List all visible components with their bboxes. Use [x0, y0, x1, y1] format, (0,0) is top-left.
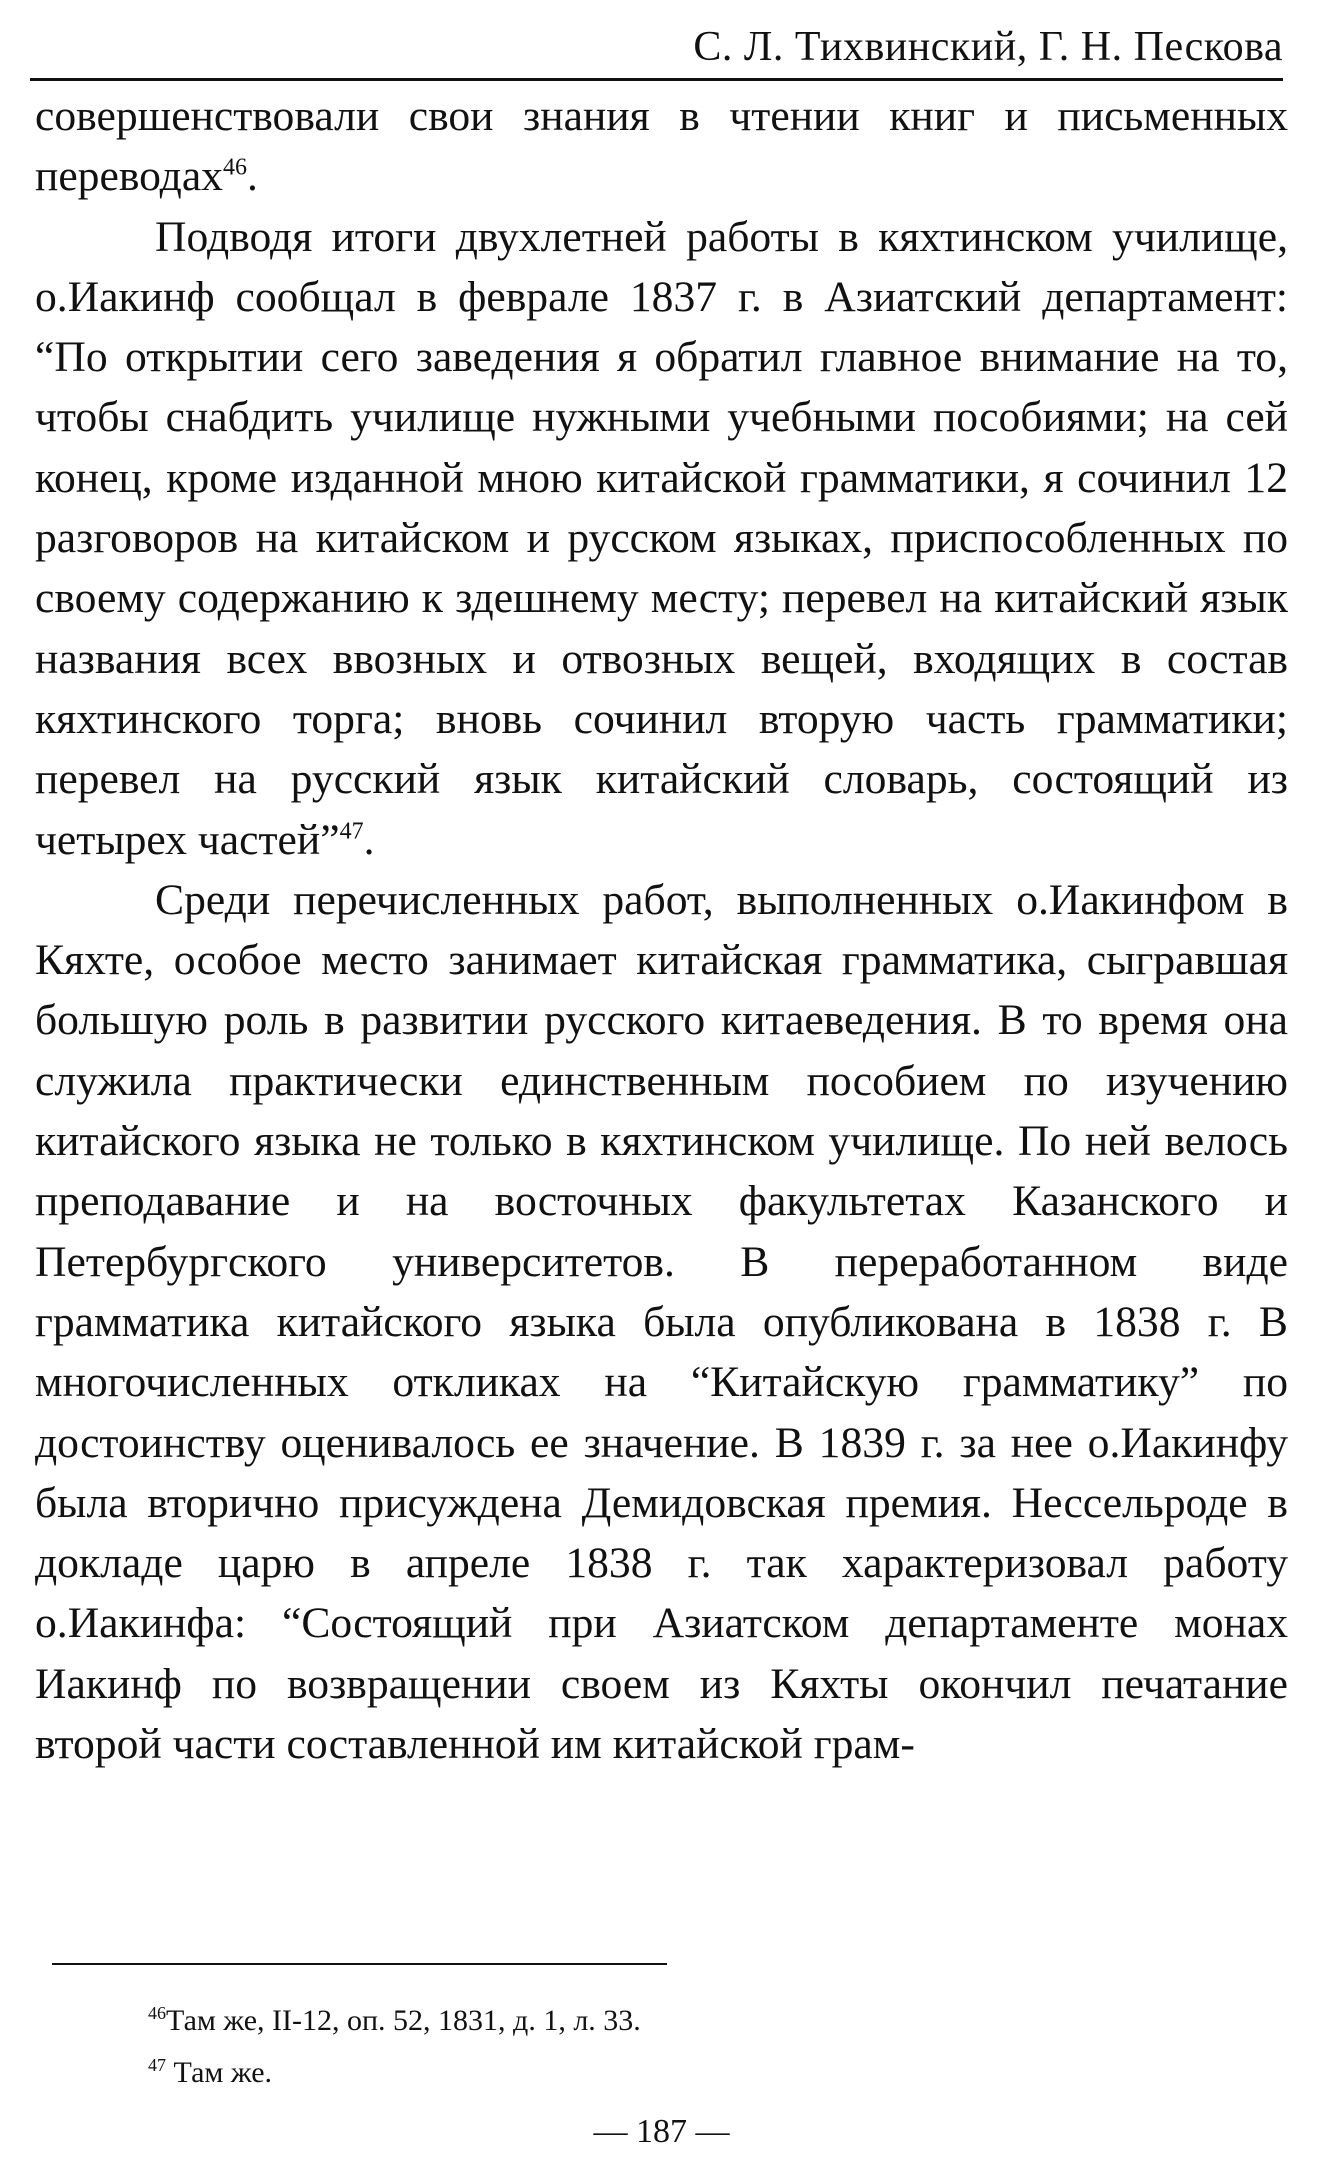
paragraph-2-text: Подводя итоги двухлетней работы в кяхтинском училище, о.Иакинф сообщал в феврале 1837 г. в Азиатский департамент: “По открытии сего заведения я обратил главное внимание на то, чтобы снабдить училище нужными учебными пособиями; на сей конец, кроме изданной мною китайской грамматики, я сочинил 12 разговоров на китайском и русском языках, приспособленных по своему содержанию к здешнему месту; перевел на китайский язык названия всех ввозных и отвозных вещей, входящих в состав кяхтинского торга; вновь сочинил вторую часть грамматики; перевел на русский язык китайский словарь, состоящий из четырех частей” [35, 212, 1288, 864]
paragraph-3 [35, 870, 1288, 1774]
footnote-46 [148, 1995, 1048, 2047]
paragraph-1 [35, 86, 1288, 207]
paragraph-1-end: . [246, 152, 258, 201]
footnote-47-text: Там же. [173, 2056, 273, 2089]
footnote-46-mark: 46 [148, 2003, 166, 2023]
footnote-46-text: Там же, II-12, оп. 52, 1831, д. 1, л. 33. [166, 2004, 641, 2037]
paragraph-2 [35, 207, 1288, 870]
footnote-rule [52, 1963, 667, 1965]
footnote-ref-46[interactable]: 46 [222, 154, 247, 181]
footnote-47-mark: 47 [148, 2055, 166, 2075]
footnotes [148, 1995, 1048, 2099]
footnote-47 [148, 2047, 1048, 2099]
paragraph-1-text: совершенствовали свои знания в чтении книг и письменных переводах [35, 92, 1288, 201]
footnote-ref-47[interactable]: 47 [339, 818, 364, 845]
body-text [35, 86, 1288, 1774]
header-rule [30, 78, 1283, 81]
paragraph-2-end: . [363, 815, 375, 864]
page-number: — 187 — [593, 2113, 730, 2150]
running-head: С. Л. Тихвинский, Г. Н. Пескова [693, 24, 1283, 70]
paragraph-3-text: Среди перечисленных работ, выполненных о.Иакинфом в Кяхте, особое место занимает китайская грамматика, сыгравшая большую роль в развитии русского китаеведения. В то время она служила практически единственным пособием по изучению китайского языка не только в кяхтинском училище. По ней велось преподавание и на восточных факультетах Казанского и Петербургского университетов. В переработанном виде грамматика китайского языка была опубликована в 1838 г. В многочисленных откликах на “Китайскую грамматику” по достоинству оценивалось ее значение. В 1839 г. за нее о.Иакинфу была вторично присуждена Демидовская премия. Нессельроде в докладе царю в апреле 1838 г. так характеризовал работу о.Иакинфа: “Состоящий при Азиатском департаменте монах Иакинф по возвращении своем из Кяхты окончил печатание второй части составленной им китайской грам- [35, 875, 1288, 1769]
